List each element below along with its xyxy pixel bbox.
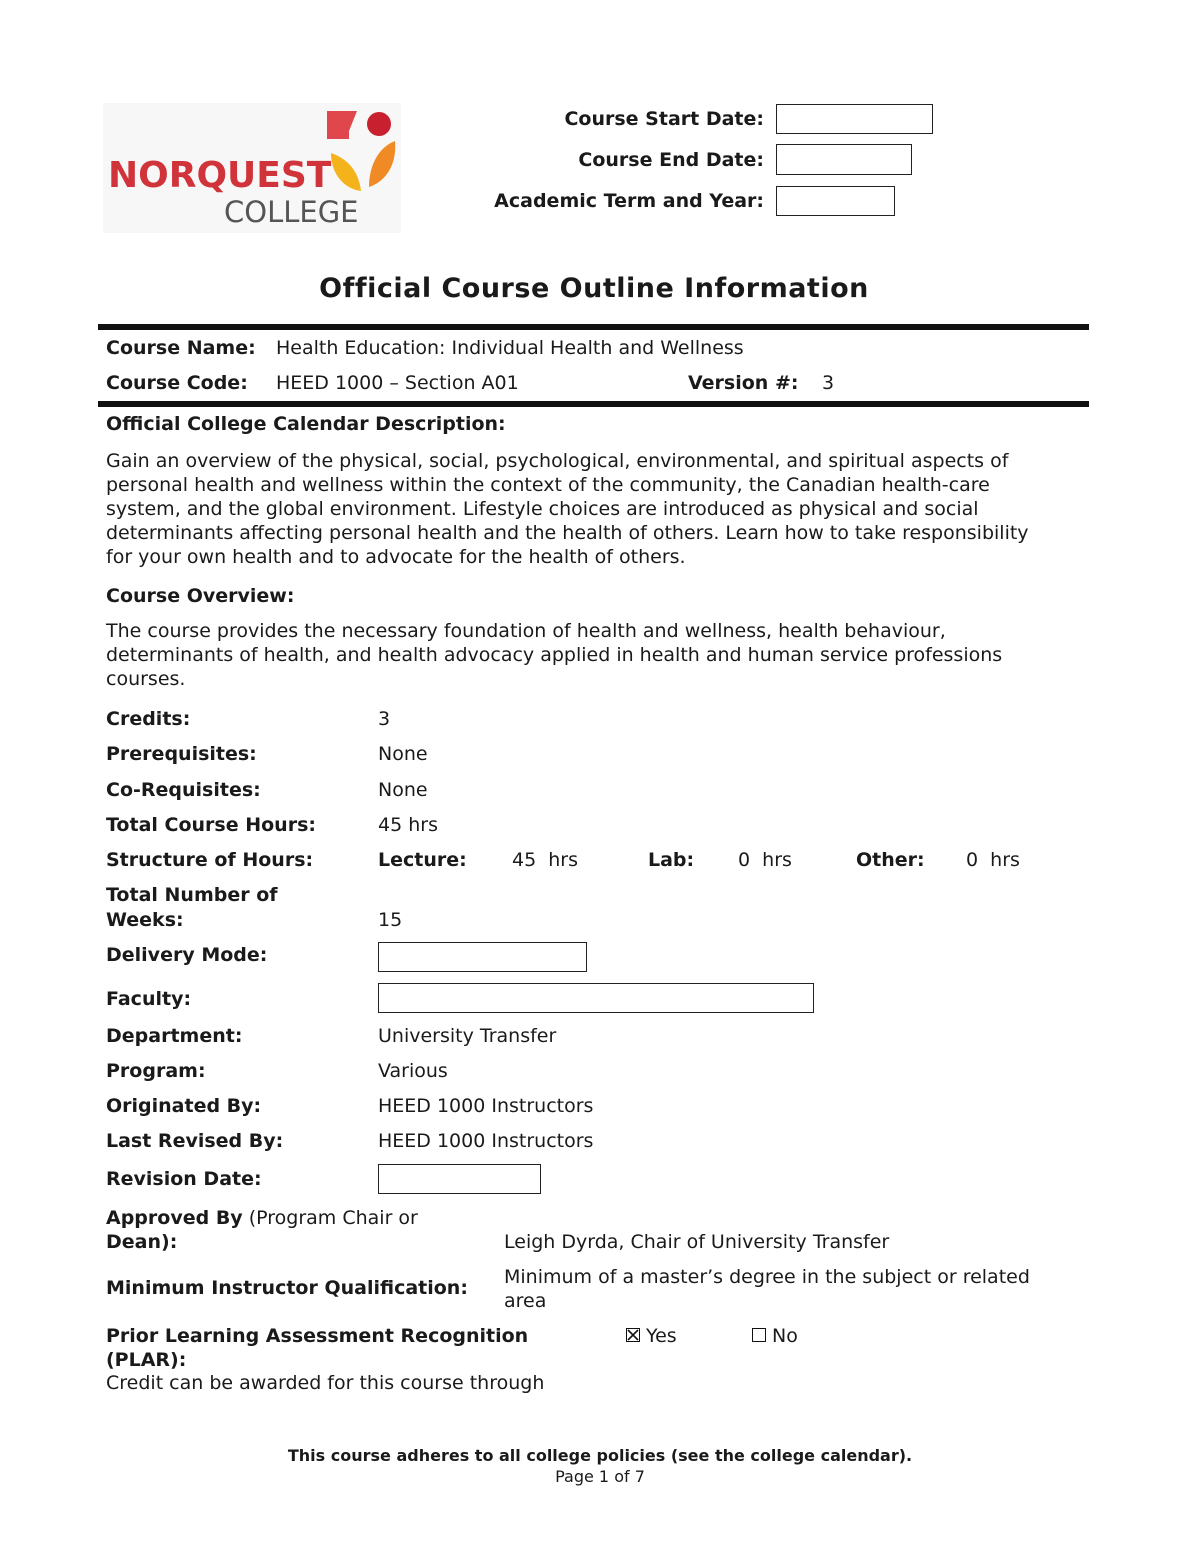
plar-no-option[interactable] [752, 1325, 798, 1347]
calendar-line: determinants affecting personal health and the health of others. Learn how to take responsibility [106, 522, 1029, 544]
faculty-label: Faculty: [106, 988, 192, 1010]
approved-label-bold: Approved By [106, 1207, 243, 1229]
top-divider [98, 324, 1089, 330]
end-date-field[interactable] [776, 144, 912, 175]
credits-value: 3 [378, 708, 391, 730]
structure-label: Structure of Hours: [106, 849, 314, 871]
originated-label: Originated By: [106, 1095, 262, 1117]
overview-heading: Course Overview: [106, 585, 295, 607]
department-label: Department: [106, 1025, 243, 1047]
course-code-value: HEED 1000 – Section A01 [276, 372, 519, 394]
course-name-value: Health Education: Individual Health and Wellness [276, 337, 744, 359]
plar-yes-label: Yes [646, 1325, 677, 1347]
total-hours-value: 45 hrs [378, 814, 438, 836]
overview-description [106, 619, 1086, 691]
total-hours-label: Total Course Hours: [106, 814, 316, 836]
bottom-divider [98, 401, 1089, 407]
revised-label: Last Revised By: [106, 1130, 284, 1152]
overview-line: determinants of health, and health advocacy applied in health and human service professions [106, 644, 1003, 666]
prereq-value: None [378, 743, 428, 765]
department-value: University Transfer [378, 1025, 557, 1047]
program-label: Program: [106, 1060, 206, 1082]
calendar-line: for your own health and to advocate for the health of others. [106, 546, 686, 568]
version-label: Version #: [688, 372, 799, 394]
prereq-label: Prerequisites: [106, 743, 257, 765]
approved-label-line2 [106, 1231, 177, 1253]
other-label: Other: [856, 849, 925, 871]
logo-text-college: COLLEGE [224, 195, 359, 229]
start-date-field[interactable] [776, 104, 933, 134]
coreq-label: Co-Requisites: [106, 779, 261, 801]
weeks-value: 15 [378, 909, 403, 931]
overview-line: courses. [106, 668, 186, 690]
weeks-label-line1: Total Number of [106, 884, 278, 906]
college-logo [103, 103, 401, 233]
plar-label-line2: (PLAR): [106, 1349, 187, 1371]
start-date-label: Course Start Date: [564, 108, 764, 130]
lab-label: Lab: [648, 849, 695, 871]
weeks-label-line2: Weeks: [106, 909, 184, 931]
term-label: Academic Term and Year: [494, 190, 764, 212]
other-value: 0 hrs [966, 849, 1020, 871]
checkbox-checked-icon[interactable] [626, 1328, 640, 1342]
delivery-label: Delivery Mode: [106, 944, 268, 966]
calendar-line: personal health and wellness within the context of the community, the Canadian health-care [106, 474, 990, 496]
course-code-label: Course Code: [106, 372, 248, 394]
qualification-value-line2: area [504, 1290, 547, 1312]
plar-yes-option[interactable] [626, 1325, 677, 1347]
calendar-line: Gain an overview of the physical, social, psychological, environmental, and spiritual aspects of [106, 450, 1009, 472]
revision-date-label: Revision Date: [106, 1168, 262, 1190]
program-value: Various [378, 1060, 448, 1082]
end-date-label: Course End Date: [578, 149, 764, 171]
approved-value: Leigh Dyrda, Chair of University Transfer [504, 1231, 890, 1253]
revised-value: HEED 1000 Instructors [378, 1130, 594, 1152]
page-title: Official Course Outline Information [319, 273, 869, 304]
qualification-label: Minimum Instructor Qualification: [106, 1277, 468, 1299]
credits-label: Credits: [106, 708, 191, 730]
originated-value: HEED 1000 Instructors [378, 1095, 594, 1117]
qualification-value-line1: Minimum of a master’s degree in the subject or related [504, 1266, 1030, 1288]
checkbox-unchecked-icon[interactable] [752, 1328, 766, 1342]
plar-label-line1: Prior Learning Assessment Recognition [106, 1325, 529, 1347]
overview-line: The course provides the necessary foundation of health and wellness, health behaviour, [106, 620, 946, 642]
version-value: 3 [822, 372, 835, 394]
lecture-label: Lecture: [378, 849, 467, 871]
approved-label-dean: Dean): [106, 1231, 178, 1253]
delivery-mode-field[interactable] [378, 942, 587, 972]
term-field[interactable] [776, 186, 895, 216]
plar-no-label: No [772, 1325, 798, 1347]
plar-note: Credit can be awarded for this course through [106, 1372, 545, 1394]
coreq-value: None [378, 779, 428, 801]
approved-label-rest: (Program Chair or [242, 1207, 418, 1229]
page-number: Page 1 of 7 [555, 1467, 645, 1486]
calendar-heading: Official College Calendar Description: [106, 413, 506, 435]
course-name-label: Course Name: [106, 337, 256, 359]
lab-value: 0 hrs [738, 849, 792, 871]
faculty-field[interactable] [378, 983, 814, 1013]
approved-label-line1 [106, 1207, 418, 1229]
footer-policy: This course adheres to all college policies (see the college calendar). [287, 1446, 913, 1465]
lecture-value: 45 hrs [512, 849, 579, 871]
calendar-line: system, and the global environment. Lifestyle choices are introduced as physical and social [106, 498, 979, 520]
calendar-description [106, 449, 1086, 569]
logo-text-norquest: NORQUEST [108, 155, 332, 196]
revision-date-field[interactable] [378, 1164, 541, 1194]
